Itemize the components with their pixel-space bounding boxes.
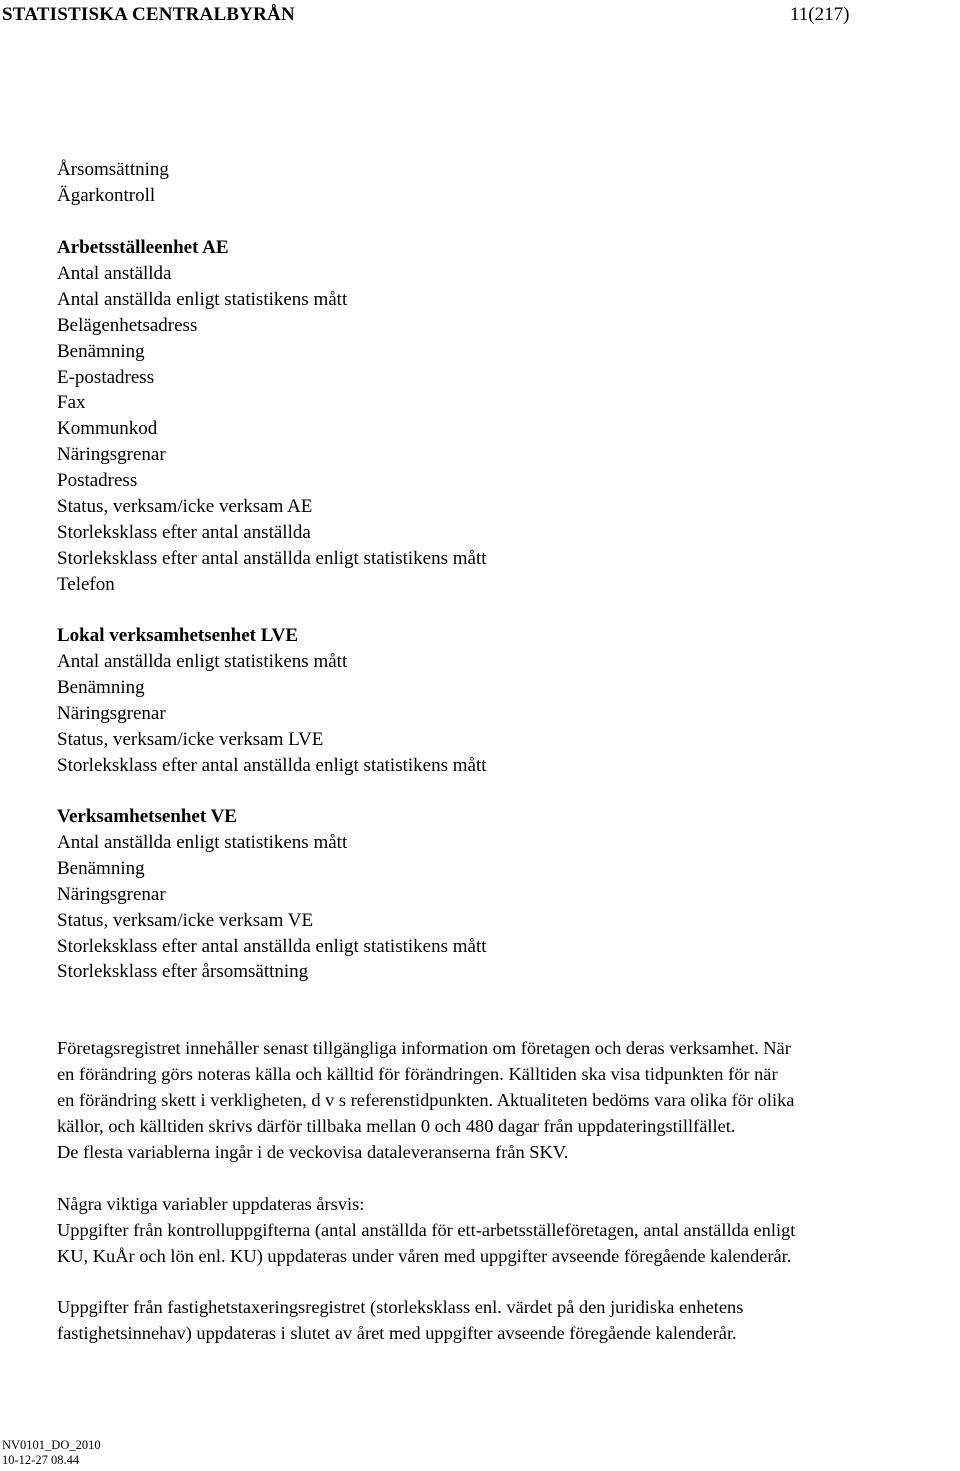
list-item: Storleksklass efter antal anställda enligt statistikens mått: [57, 547, 487, 569]
list-item: Storleksklass efter årsomsättning: [57, 961, 309, 983]
paragraph-line: Några viktiga variabler uppdateras årsvis:: [57, 1194, 365, 1214]
page-header: [0, 4, 960, 30]
paragraph-line: Uppgifter från fastighetstaxeringsregistret (storleksklass enl. värdet på den juridiska enhetens: [57, 1297, 744, 1317]
organization-name: STATISTISKA CENTRALBYRÅN: [2, 4, 295, 25]
paragraph-line: De flesta variablerna ingår i de veckovisa dataleveranserna från SKV.: [57, 1141, 569, 1162]
paragraph-line: en förändring skett i verkligheten, d v s referenstidpunkten. Aktualiteten bedöms vara olika för olika: [57, 1089, 795, 1110]
paragraph-line: en förändring görs noteras källa och källtid för förändringen. Källtiden ska visa tidpunkten för när: [57, 1063, 778, 1084]
section-arbetsstalleenhet: [57, 235, 937, 598]
list-item: Antal anställda enligt statistikens mått: [57, 650, 348, 672]
list-item: Status, verksam/icke verksam VE: [57, 909, 314, 931]
top-variable-list: [57, 157, 937, 209]
list-item: Benämning: [57, 857, 145, 879]
paragraph-line: Företagsregistret innehåller senast tillgängliga information om företagen och deras verksamhet. När: [57, 1038, 791, 1058]
list-item: Benämning: [57, 676, 145, 698]
paragraph-line: KU, KuÅr och lön enl. KU) uppdateras under våren med uppgifter avseende föregående kalenderår.: [57, 1245, 792, 1266]
list-item: Storleksklass efter antal anställda: [57, 521, 311, 543]
list-item: Benämning: [57, 340, 145, 362]
section-heading: Lokal verksamhetsenhet LVE: [57, 625, 299, 646]
section-heading: Verksamhetsenhet VE: [57, 806, 237, 827]
list-item: Kommunkod: [57, 418, 158, 440]
list-item: Årsomsättning: [57, 159, 169, 180]
document-timestamp: 10-12-27 08.44: [2, 1452, 80, 1467]
paragraph-line: källor, och källtiden skrivs därför tillbaka mellan 0 och 480 dagar från uppdateringstillfället.: [57, 1115, 736, 1136]
body-paragraph: [57, 1192, 957, 1270]
list-item: Status, verksam/icke verksam LVE: [57, 728, 324, 750]
page-footer: [2, 1438, 101, 1467]
list-item: Status, verksam/icke verksam AE: [57, 496, 313, 518]
list-item: Näringsgrenar: [57, 444, 166, 466]
page-number: 11(217): [790, 4, 850, 25]
list-item: Ägarkontroll: [57, 184, 156, 206]
document-id: NV0101_DO_2010: [2, 1438, 101, 1452]
body-paragraph: [57, 1036, 957, 1166]
body-paragraph: [57, 1295, 957, 1347]
section-lokal-verksamhetsenhet: [57, 623, 937, 778]
list-item: Antal anställda enligt statistikens mått: [57, 288, 348, 310]
list-item: Storleksklass efter antal anställda enligt statistikens mått: [57, 754, 487, 776]
paragraph-line: fastighetsinnehav) uppdateras i slutet av året med uppgifter avseende föregående kalenderår.: [57, 1322, 737, 1343]
list-item: Postadress: [57, 470, 138, 492]
section-verksamhetsenhet: [57, 804, 937, 985]
list-item: Telefon: [57, 573, 115, 595]
list-item: Storleksklass efter antal anställda enligt statistikens mått: [57, 935, 487, 957]
list-item: Fax: [57, 392, 86, 414]
list-item: Antal anställda: [57, 262, 172, 284]
list-item: E-postadress: [57, 366, 155, 388]
section-heading: Arbetsställeenhet AE: [57, 237, 229, 258]
list-item: Näringsgrenar: [57, 883, 166, 905]
paragraph-line: Uppgifter från kontrolluppgifterna (antal anställda för ett-arbetsställeföretagen, antal anställda enligt: [57, 1219, 796, 1240]
list-item: Antal anställda enligt statistikens mått: [57, 831, 348, 853]
list-item: Näringsgrenar: [57, 702, 166, 724]
list-item: Belägenhetsadress: [57, 314, 198, 336]
